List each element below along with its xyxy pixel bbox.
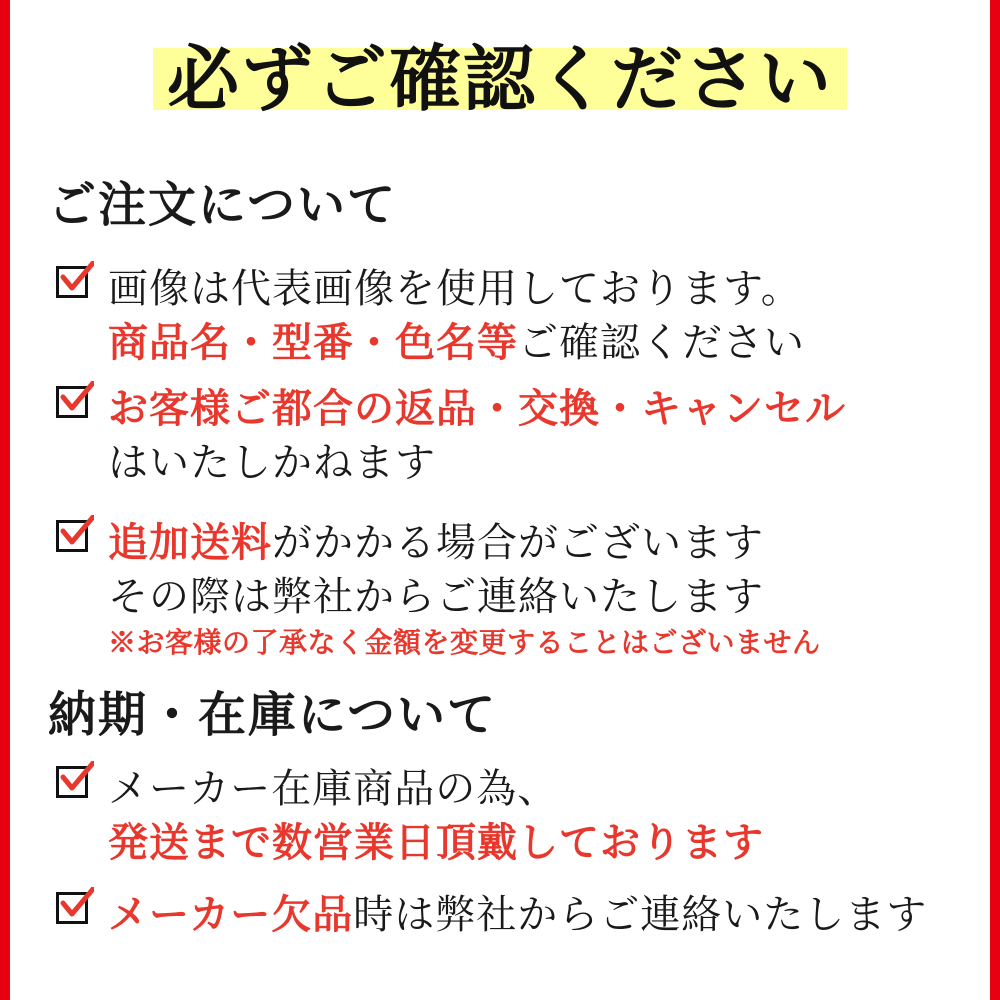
item-text: がかかる場合がございます <box>272 520 764 565</box>
item-text: 画像は代表画像を使用しております。 <box>108 266 802 311</box>
notice-content <box>10 0 990 1000</box>
item-line <box>108 888 976 942</box>
item-text: ご確認ください <box>518 320 805 365</box>
page-title <box>10 32 990 128</box>
item-text-emphasis: メーカー欠品 <box>108 892 354 937</box>
item-lines <box>108 382 976 490</box>
list-item <box>56 382 976 490</box>
list-item <box>56 516 976 664</box>
item-note <box>108 624 976 664</box>
checkbox-checked-icon <box>56 520 94 558</box>
item-lines <box>108 888 976 942</box>
item-line <box>108 816 976 870</box>
item-line <box>108 516 976 570</box>
item-note-text: ※お客様の了承なく金額を変更することはございません <box>108 628 821 659</box>
item-text: その際は弊社からご連絡いたします <box>108 574 764 619</box>
item-lines <box>108 762 976 870</box>
title-text: 必ずご確認ください <box>166 40 833 120</box>
item-text-emphasis: 商品名・型番・色名等 <box>108 320 518 365</box>
item-lines <box>108 516 976 664</box>
item-line <box>108 762 976 816</box>
checkbox-checked-icon <box>56 766 94 804</box>
item-line <box>108 382 976 436</box>
item-text: 時は弊社からご連絡いたします <box>353 892 928 937</box>
checkbox-checked-icon <box>56 386 94 424</box>
list-item <box>56 262 976 370</box>
item-line <box>108 316 976 370</box>
item-line <box>108 262 976 316</box>
section-heading-order: ご注文について <box>48 179 398 232</box>
item-text-emphasis: お客様ご都合の返品・交換・キャンセル <box>108 386 846 431</box>
item-text-emphasis: 追加送料 <box>108 520 272 565</box>
item-text-emphasis: 発送まで数営業日頂戴しております <box>108 820 764 865</box>
item-line <box>108 570 976 624</box>
section-heading-delivery: 納期・在庫について <box>48 689 498 742</box>
item-lines <box>108 262 976 370</box>
list-item <box>56 888 976 942</box>
checkbox-checked-icon <box>56 892 94 930</box>
item-text: メーカー在庫商品の為、 <box>108 766 559 811</box>
item-text: はいたしかねます <box>108 440 436 485</box>
title-highlight <box>153 32 847 128</box>
checkbox-checked-icon <box>56 266 94 304</box>
list-item <box>56 762 976 870</box>
item-line <box>108 436 976 490</box>
